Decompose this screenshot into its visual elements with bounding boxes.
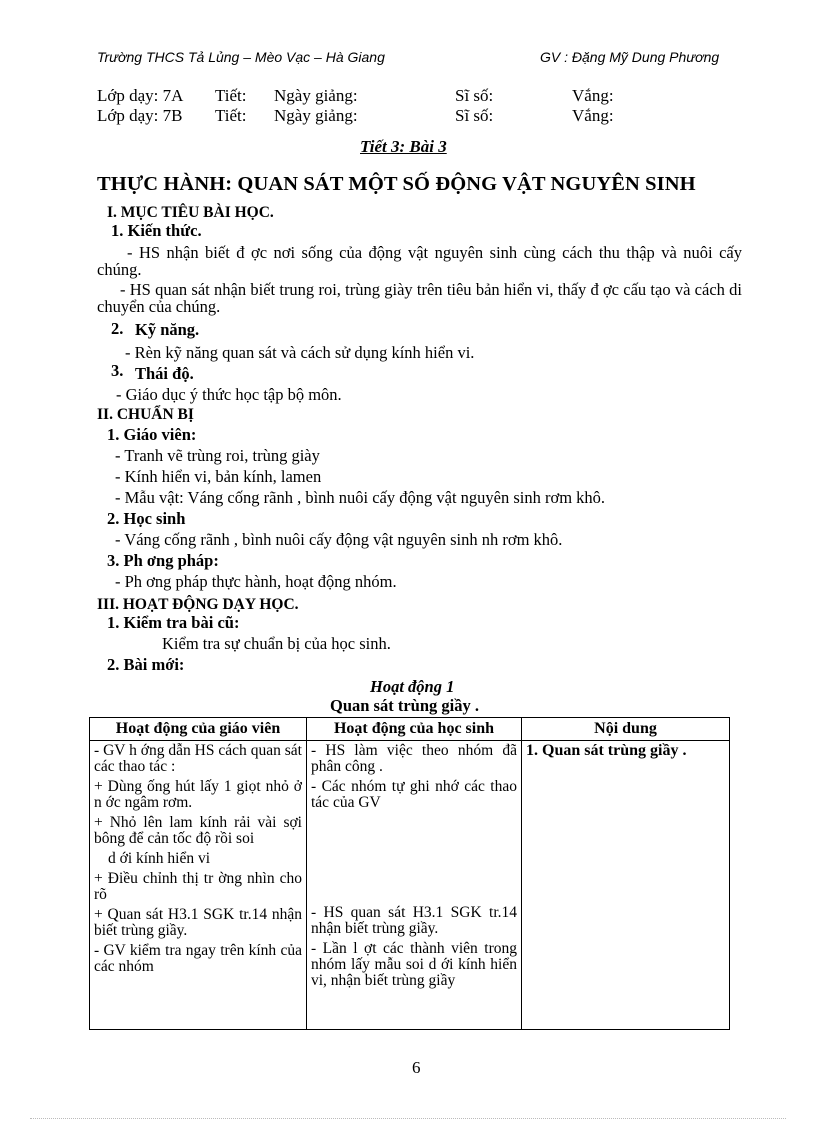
teacher-prep-item: - Mẫu vật: Váng cống rãnh , bình nuôi cấy động vật nguyên sinh rơm khô. bbox=[115, 488, 606, 507]
attitude-item: - Giáo dục ý thức học tập bộ môn. bbox=[116, 385, 342, 404]
class-label: Lớp dạy: 7B bbox=[97, 106, 183, 125]
class-label: Lớp dạy: 7A bbox=[97, 86, 184, 105]
method-item: - Ph ơng pháp thực hành, hoạt động nhóm. bbox=[115, 572, 397, 591]
page-number: 6 bbox=[412, 1058, 421, 1077]
student-step: - HS quan sát H3.1 SGK tr.14 nhận biết trùng giầy. bbox=[311, 904, 517, 937]
teacher-prep-item: - Tranh vẽ trùng roi, trùng giày bbox=[115, 446, 320, 465]
teacher-step: d ới kính hiển vi bbox=[108, 850, 211, 867]
teacher-step: + Dùng ống hút lấy 1 giọt nhỏ ở n ớc ngâm rơm. bbox=[94, 778, 302, 811]
teacher-step: + Quan sát H3.1 SGK tr.14 nhận biết trùng giầy. bbox=[94, 906, 302, 939]
period-label: Tiết: bbox=[215, 106, 247, 125]
skills-heading: Kỹ năng. bbox=[135, 320, 200, 339]
activity-table bbox=[89, 717, 730, 1030]
review-heading: 1. Kiểm tra bài cũ: bbox=[107, 613, 240, 632]
new-lesson-heading: 2. Bài mới: bbox=[107, 655, 185, 674]
column-header-teacher: Hoạt động của giáo viên bbox=[90, 718, 307, 741]
knowledge-heading: 1. Kiến thức. bbox=[111, 221, 202, 240]
student-activity-cell bbox=[307, 741, 522, 1030]
activity-title: Hoạt động 1 bbox=[370, 677, 455, 696]
activity-subtitle: Quan sát trùng giầy . bbox=[330, 696, 479, 715]
student-step: - HS làm việc theo nhóm đã phân công . bbox=[311, 742, 517, 775]
school-header: Trường THCS Tả Lủng – Mèo Vạc – Hà Giang bbox=[97, 49, 385, 65]
teacher-step: + Nhỏ lên lam kính rải vài sợi bông để cản tốc độ rồi soi bbox=[94, 814, 302, 847]
table-row bbox=[90, 741, 730, 1030]
column-header-content: Nội dung bbox=[522, 718, 730, 741]
period-label: Tiết: bbox=[215, 86, 247, 105]
teacher-step: - GV h ớng dẫn HS cách quan sát các thao tác : bbox=[94, 742, 302, 775]
student-step: - Lần l ợt các thành viên trong nhóm lấy mẫu soi d ới kính hiển vi, nhận biết trùng giầy bbox=[311, 940, 517, 989]
teacher-step: - GV kiểm tra ngay trên kính của các nhóm bbox=[94, 942, 302, 975]
column-header-student: Hoạt động của học sinh bbox=[307, 718, 522, 741]
method-heading: 3. Ph ơng pháp: bbox=[107, 551, 219, 570]
teacher-prep-item: - Kính hiển vi, bản kính, lamen bbox=[115, 467, 322, 486]
page-bottom-divider bbox=[30, 1118, 786, 1119]
student-prep-heading: 2. Học sinh bbox=[107, 509, 186, 528]
review-item: Kiểm tra sự chuẩn bị của học sinh. bbox=[162, 634, 391, 653]
knowledge-paragraph-1: - HS nhận biết đ ợc nơi sống của động vật nguyên sinh cùng cách thu thập và nuôi cấy chúng. bbox=[97, 243, 742, 279]
table-header-row bbox=[90, 718, 730, 741]
teacher-activity-cell bbox=[90, 741, 307, 1030]
content-heading: 1. Quan sát trùng giầy . bbox=[526, 742, 687, 759]
date-label: Ngày giảng: bbox=[274, 86, 358, 105]
student-step: - Các nhóm tự ghi nhớ các thao tác của GV bbox=[311, 778, 517, 811]
absent-label: Vắng: bbox=[572, 106, 614, 125]
student-prep-item: - Váng cống rãnh , bình nuôi cấy động vật nguyên sinh nh rơm khô. bbox=[115, 530, 563, 549]
section-1-heading: I. MỤC TIÊU BÀI HỌC. bbox=[107, 204, 274, 221]
section-3-heading: III. HOẠT ĐỘNG DẠY HỌC. bbox=[97, 596, 299, 613]
absent-label: Vắng: bbox=[572, 86, 614, 105]
date-label: Ngày giảng: bbox=[274, 106, 358, 125]
section-2-heading: II. CHUẨN BỊ bbox=[97, 406, 194, 423]
attitude-heading: Thái độ. bbox=[135, 364, 194, 383]
skills-number: 2. bbox=[111, 319, 124, 338]
attitude-number: 3. bbox=[111, 361, 124, 380]
attendance-label: Sĩ số: bbox=[455, 86, 494, 105]
attendance-label: Sĩ số: bbox=[455, 106, 494, 125]
knowledge-paragraph-2: - HS quan sát nhận biết trung roi, trùng giày trên tiêu bản hiển vi, thấy đ ợc cấu tạo và cách di chuyển của chúng. bbox=[97, 280, 742, 316]
teacher-prep-heading: 1. Giáo viên: bbox=[107, 425, 197, 444]
teacher-step: + Điều chỉnh thị tr ờng nhìn cho rõ bbox=[94, 870, 302, 903]
content-cell bbox=[522, 741, 730, 1030]
lesson-label: Tiết 3: Bài 3 bbox=[360, 137, 447, 156]
teacher-header: GV : Đặng Mỹ Dung Phương bbox=[540, 49, 720, 65]
page-title: THỰC HÀNH: QUAN SÁT MỘT SỐ ĐỘNG VẬT NGUYÊN SINH bbox=[97, 173, 696, 195]
skills-item: - Rèn kỹ năng quan sát và cách sử dụng kính hiển vi. bbox=[125, 343, 475, 362]
